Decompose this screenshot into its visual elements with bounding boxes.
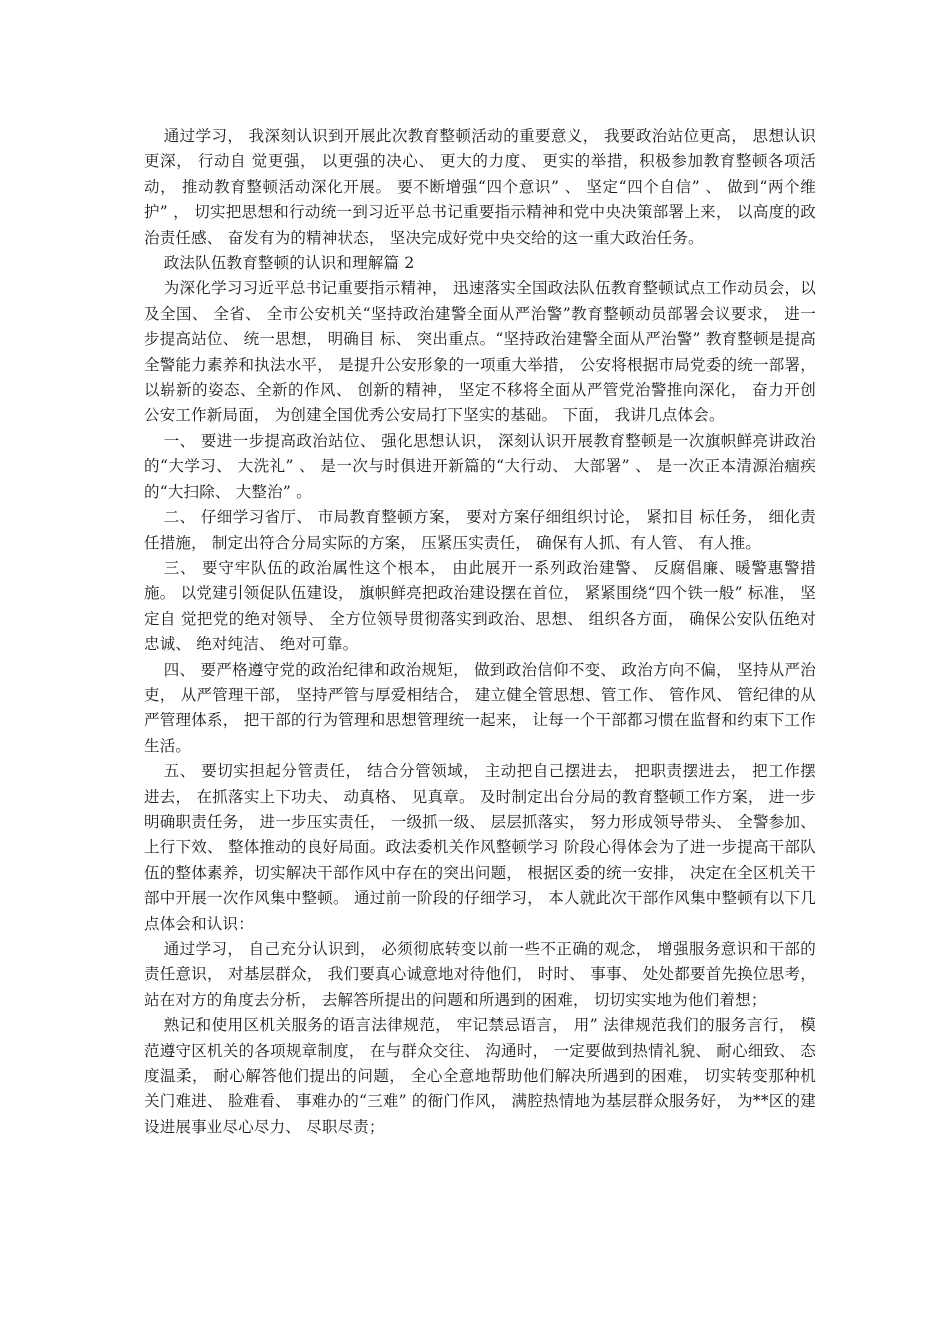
body-paragraph-5: 四、 要严格遵守党的政治纪律和政治规矩， 做到政治信仰不变、 政治方向不偏， 坚持从严治吏， 从严管理干部， 坚持严管与厚爱相结合， 建立健全管思想、管工作、 管作风、 管纪律的从严管理体系， 把干部的行为管理和思想管理统一起来， 让每一个干部都习惯在监督和约束下工作生活。 <box>144 660 816 755</box>
body-paragraph-8: 熟记和使用区机关服务的语言法律规范， 牢记禁忌语言， 用” 法律规范我们的服务言行， 模范遵守区机关的各项规章制度， 在与群众交往、 沟通时， 一定要做到热情礼貌、 耐心细致、 态度温柔， 耐心解答他们提出的问题， 全心全意地帮助他们解决所遇到的困难， 切实转变那种机关门难进、 脸难看、 事难办的“三难” 的衙门作风， 满腔热情地为基层群众服务好， 为**区的建设进展事业尽心尽力、 尽职尽责； <box>144 1016 816 1136</box>
body-paragraph-2: 一、 要进一步提高政治站位、 强化思想认识， 深刻认识开展教育整顿是一次旗帜鲜亮讲政治的“大学习、 大洗礼” 、 是一次与时俱进开新篇的“大行动、 大部署” 、 是一次正本清源治痼疾的“大扫除、 大整治” 。 <box>144 431 816 501</box>
body-paragraph-4: 三、 要守牢队伍的政治属性这个根本， 由此展开一系列政治建警、 反腐倡廉、暖警惠警措施。 以党建引领促队伍建设， 旗帜鲜亮把政治建设摆在首位， 紧紧围绕“四个铁一般” 标准， 坚定自 觉把党的绝对领导、 全方位领导贯彻落实到政治、思想、 组织各方面， 确保公安队伍绝对忠诚、 绝对纯洁、 绝对可靠。 <box>144 558 816 654</box>
body-paragraph-7: 通过学习， 自己充分认识到， 必须彻底转变以前一些不正确的观念， 增强服务意识和干部的责任意识， 对基层群众， 我们要真心诚意地对待他们， 时时、 事事、 处处都要首先换位思考， 站在对方的角度去分析， 去解答所提出的问题和所遇到的困难， 切切实实地为他们着想； <box>144 940 816 1009</box>
body-paragraph-6: 五、 要切实担起分管责任， 结合分管领域， 主动把自己摆进去， 把职责摆进去， 把工作摆进去， 在抓落实上下功夫、 动真格、 见真章。 及时制定出台分局的教育整顿工作方案， 进一步明确职责任务， 进一步压实责任， 一级抓一级、 层层抓落实， 努力形成领导带头、 全警参加、 上行下效、 整体推动的良好局面。政法委机关作风整顿学习 阶段心得体会为了进一步提高干部队伍的整体素养，切实解决干部作风中存在的突出问题， 根据区委的统一安排， 决定在全区机关干部中开展一次作风集中整顿。 通过前一阶段的仔细学习， 本人就此次干部作风集中整顿有以下几点体会和认识： <box>144 762 816 933</box>
body-paragraph-1: 为深化学习习近平总书记重要指示精神， 迅速落实全国政法队伍教育整顿试点工作动员会，以及全国、 全省、 全市公安机关“坚持政治建警全面从严治警”教育整顿动员部署会议要求， 进一步提高站位、 统一思想， 明确目 标、 突出重点。“坚持政治建警全面从严治警” 教育整顿是提高全警能力素养和执法水平， 是提升公安形象的一项重大举措， 公安将根据市局党委的统一部署， 以崭新的姿态、全新的作风、 创新的精神， 坚定不移将全面从严管党治警推向深化， 奋力开创公安工作新局面， 为创建全国优秀公安局打下坚实的基础。 下面， 我讲几点体会。 <box>144 279 816 425</box>
document-page <box>144 124 816 1140</box>
body-paragraph-3: 二、 仔细学习省厅、 市局教育整顿方案， 要对方案仔细组织讨论， 紧扣目 标任务， 细化责任措施， 制定出符合分局实际的方案， 压紧压实责任， 确保有人抓、有人管、 有人推。 <box>144 508 816 552</box>
section-title: 政法队伍教育整顿的认识和理解篇 2 <box>163 254 415 273</box>
intro-paragraph: 通过学习， 我深刻认识到开展此次教育整顿活动的重要意义， 我要政治站位更高， 思想认识更深， 行动自 觉更强， 以更强的决心、 更大的力度、 更实的举措，积极参加教育整顿各项活动， 推动教育整顿活动深化开展。 要不断增强“四个意识” 、 坚定“四个自信” 、 做到“两个维护” ， 切实把思想和行动统一到习近平总书记重要指示精神和党中央决策部署上来， 以高度的政治责任感、 奋发有为的精神状态， 坚决完成好党中央交给的这一重大政治任务。 <box>144 127 816 247</box>
